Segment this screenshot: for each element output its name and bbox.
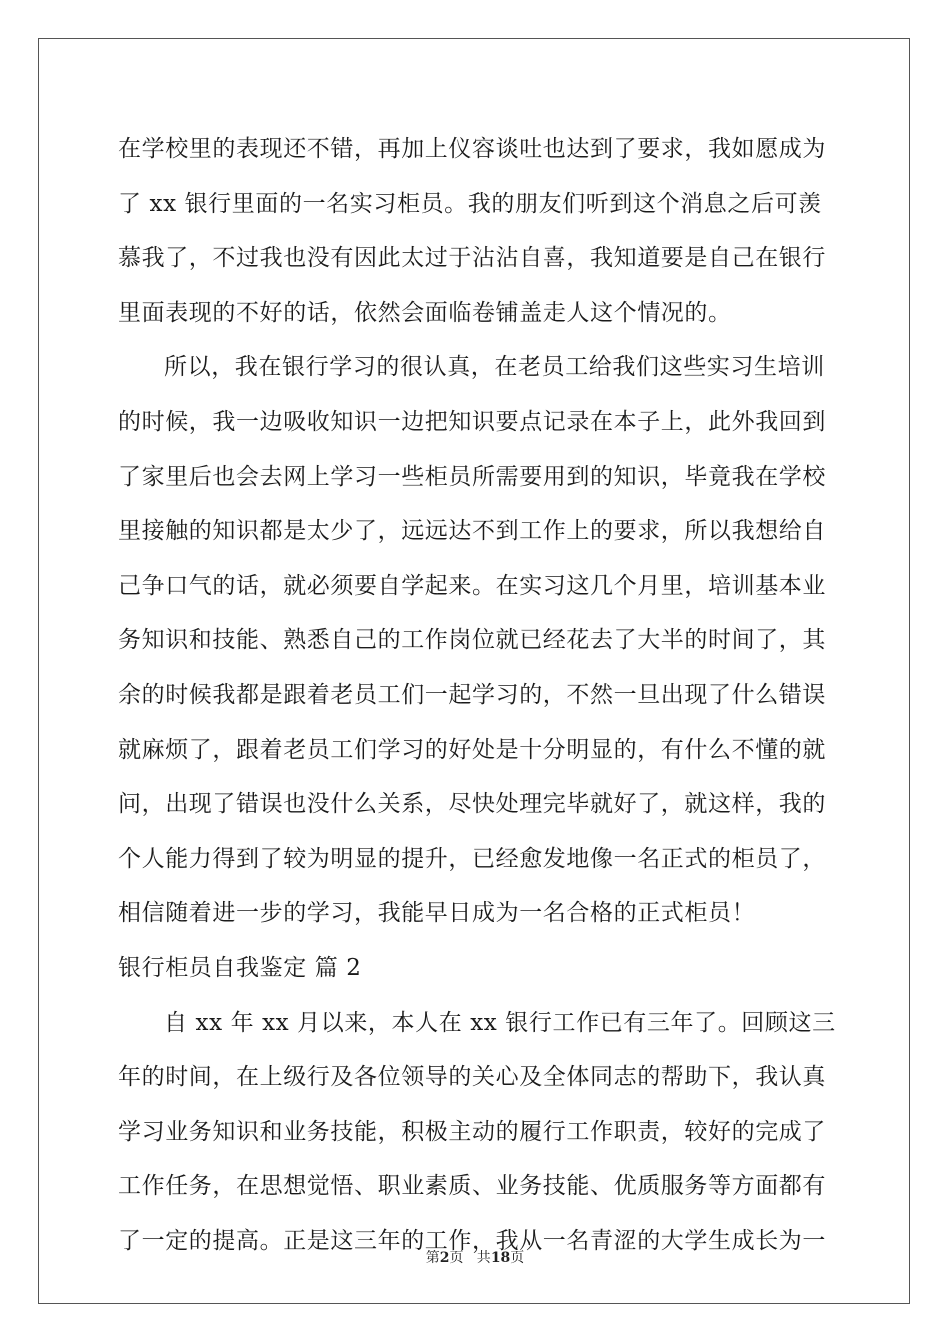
total-page-count: 18 xyxy=(490,1250,511,1266)
text-line: 工作任务，在思想觉悟、职业素质、业务技能、优质服务等方面都有 xyxy=(118,1173,826,1200)
text-line: 在学校里的表现还不错，再加上仪容谈吐也达到了要求，我如愿成为 xyxy=(118,136,826,162)
footer-suffix: 页 xyxy=(510,1250,525,1266)
text-line: 了 xx 银行里面的一名实习柜员。我的朋友们听到这个消息之后可羡 xyxy=(118,190,822,217)
text-line: 了家里后也会去网上学习一些柜员所需要用到的知识，毕竟我在学校 xyxy=(118,463,826,490)
text-line: 年的时间，在上级行及各位领导的关心及全体同志的帮助下，我认真 xyxy=(118,1064,826,1091)
text-line: 个人能力得到了较为明显的提升，已经愈发地像一名正式的柜员了， xyxy=(118,845,826,872)
text-line: 里面表现的不好的话，依然会面临卷铺盖走人这个情况的。 xyxy=(118,299,732,326)
text-line: 余的时候我都是跟着老员工们一起学习的，不然一旦出现了什么错误 xyxy=(118,681,826,708)
current-page-number: 2 xyxy=(439,1250,450,1266)
text-line: 学习业务知识和业务技能，积极主动的履行工作职责，较好的完成了 xyxy=(118,1118,826,1145)
section-heading: 银行柜员自我鉴定 篇 2 xyxy=(118,954,362,981)
text-line: 里接触的知识都是太少了，远远达不到工作上的要求，所以我想给自 xyxy=(118,518,826,545)
document-body xyxy=(118,122,838,1268)
paragraph-start-line: 自 xx 年 xx 月以来，本人在 xx 银行工作已有三年了。回顾这三 xyxy=(164,1009,836,1036)
text-line: 己争口气的话，就必须要自学起来。在实习这几个月里，培训基本业 xyxy=(118,572,826,599)
text-line: 务知识和技能、熟悉自己的工作岗位就已经花去了大半的时间了，其 xyxy=(118,627,826,654)
text-line: 问，出现了错误也没什么关系，尽快处理完毕就好了，就这样，我的 xyxy=(118,791,826,818)
text-line: 相信随着进一步的学习，我能早日成为一名合格的正式柜员！ xyxy=(118,900,756,927)
text-line: 的时候，我一边吸收知识一边把知识要点记录在本子上，此外我回到 xyxy=(118,408,826,435)
footer-prefix: 第 xyxy=(425,1250,440,1266)
footer-middle: 页 共 xyxy=(449,1250,491,1266)
page-footer xyxy=(0,1247,950,1267)
text-line: 了一定的提高。正是这三年的工作，我从一名青涩的大学生成长为一 xyxy=(118,1227,826,1254)
text-line: 就麻烦了，跟着老员工们学习的好处是十分明显的，有什么不懂的就 xyxy=(118,736,826,763)
text-line: 慕我了，不过我也没有因此太过于沾沾自喜，我知道要是自己在银行 xyxy=(118,245,826,272)
paragraph-start-line: 所以，我在银行学习的很认真，在老员工给我们这些实习生培训 xyxy=(164,354,825,381)
